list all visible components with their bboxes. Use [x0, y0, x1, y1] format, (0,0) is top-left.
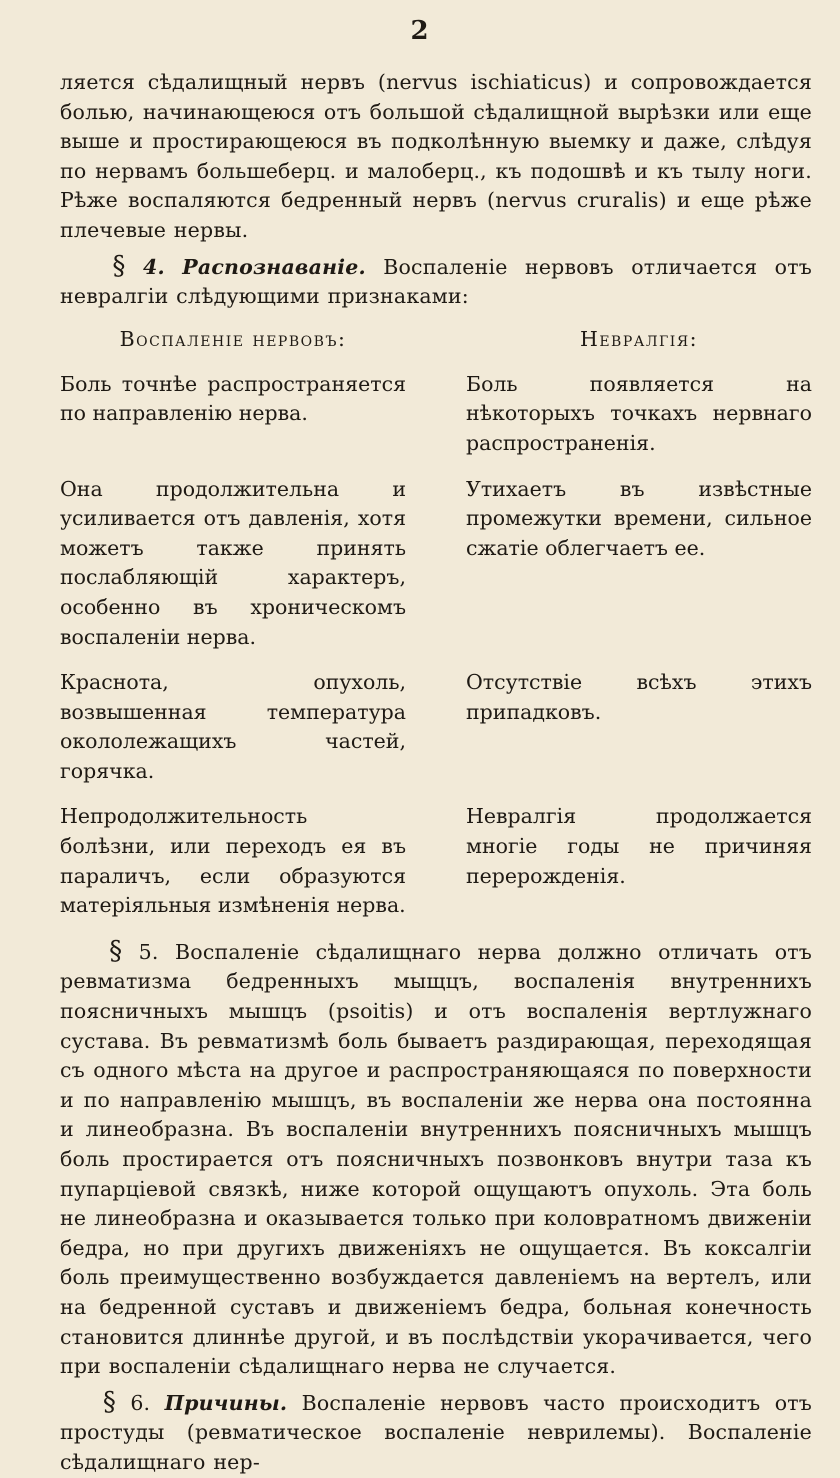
section-4-text: Воспаленiе нервовъ отличается отъ невралгiи слѣдующими признаками: — [60, 254, 813, 309]
section-5-number: 5. — [138, 939, 159, 964]
table-cell-right: Утихаетъ въ извѣстные промежутки времени, сильное сжатiе облегчаетъ ее. — [466, 476, 812, 560]
page-body — [60, 68, 812, 1478]
section-4-number: 4. — [143, 254, 165, 279]
table-row — [60, 668, 812, 802]
section-6-text: Воспаленiе нервовъ часто происходитъ отъ простуды (ревматическое воспаленiе неврилемы). Воспаленiе сѣдалищнаго нер- — [60, 1390, 813, 1474]
table-cell-right: Отсутствiе всѣхъ этихъ припадковъ. — [466, 670, 812, 724]
table-cell-right: Невралгiя продолжается многiе годы не причиняя перерожденiя. — [466, 804, 812, 888]
paragraph-continuation: ляется сѣдалищный нервъ (nervus ischiaticus) и сопровождается болью, начинающеюся отъ большой сѣдалищной вырѣзки или еще выше и простирающеюся въ подколѣнную выемку и даже, слѣдуя по нервамъ большеберц. и малоберц., къ подошвѣ и къ тылу ноги. Рѣже воспаляются бедренный нервъ (nervus cruralis) и еще рѣже плечевые нервы. — [60, 70, 812, 242]
column-head-neuralgia: Невралгiя: — [579, 326, 699, 351]
section-5-paragraph — [60, 937, 812, 1382]
table-row — [60, 370, 812, 475]
page-number: 2 — [410, 16, 430, 46]
column-head-inflammation: Воспаленiе нервовъ: — [119, 326, 347, 351]
comparison-table — [60, 370, 812, 937]
section-6-title: Причины. — [164, 1390, 288, 1415]
section-symbol: § — [109, 935, 123, 966]
section-symbol: § — [102, 1386, 117, 1417]
section-symbol: § — [112, 250, 126, 281]
section-6-number: 6. — [130, 1390, 151, 1415]
table-cell-right: Боль появляется на нѣкоторыхъ точкахъ нервнаго распространенiя. — [466, 371, 812, 455]
table-cell-left: Она продолжительна и усиливается отъ давленiя, хотя можетъ также принять послабляющiй характеръ, особенно въ хроническомъ воспаленiи нерва. — [60, 476, 406, 649]
table-row — [60, 475, 812, 669]
table-cell-left: Краснота, опухоль, возвышенная температура окололежащихъ частей, горячка. — [60, 670, 406, 783]
section-5-text: Воспаленiе сѣдалищнаго нерва должно отличать отъ ревматизма бедренныхъ мыщцъ, воспаленiя внутреннихъ поясничныхъ мышцъ (psoitis) и отъ воспаленiя вертлужнаго сустава. Въ ревматизмѣ боль бываетъ раздирающая, переходящая съ одного мѣста на другое и распространяющаяся по поверхности и по направленiю мышцъ, въ воспаленiи же нерва она постоянна и линеобразна. Въ воспаленiи внутреннихъ поясничныхъ мышцъ боль простирается отъ поясничныхъ позвонковъ внутри таза къ пупарцiевой связкѣ, ниже которой ощущаютъ опухоль. Эта боль не линеобразна и оказывается только при коловратномъ движенiи бедра, но при другихъ движенiяхъ не ощущается. Въ коксалгiи боль преимущественно возбуждается давленiемъ на вертелъ, или на бедренной суставъ и движенiемъ бедра, больная конечность становится длиннѣе другой, и въ послѣдствiи укорачивается, чего при воспаленiи сѣдалищнаго нерва не случается. — [60, 939, 813, 1379]
section-4-title: Распознаванiе. — [182, 254, 366, 279]
comparison-table-header — [60, 324, 812, 370]
table-cell-left: Боль точнѣе распространяется по направленiю нерва. — [60, 371, 406, 426]
table-row — [60, 802, 812, 936]
section-6-paragraph — [60, 1388, 812, 1478]
section-4-paragraph — [60, 252, 812, 312]
table-cell-left: Непродолжительность болѣзни, или переходъ ея въ параличъ, если образуются матерiяльныя измѣненiя нерва. — [60, 804, 406, 918]
